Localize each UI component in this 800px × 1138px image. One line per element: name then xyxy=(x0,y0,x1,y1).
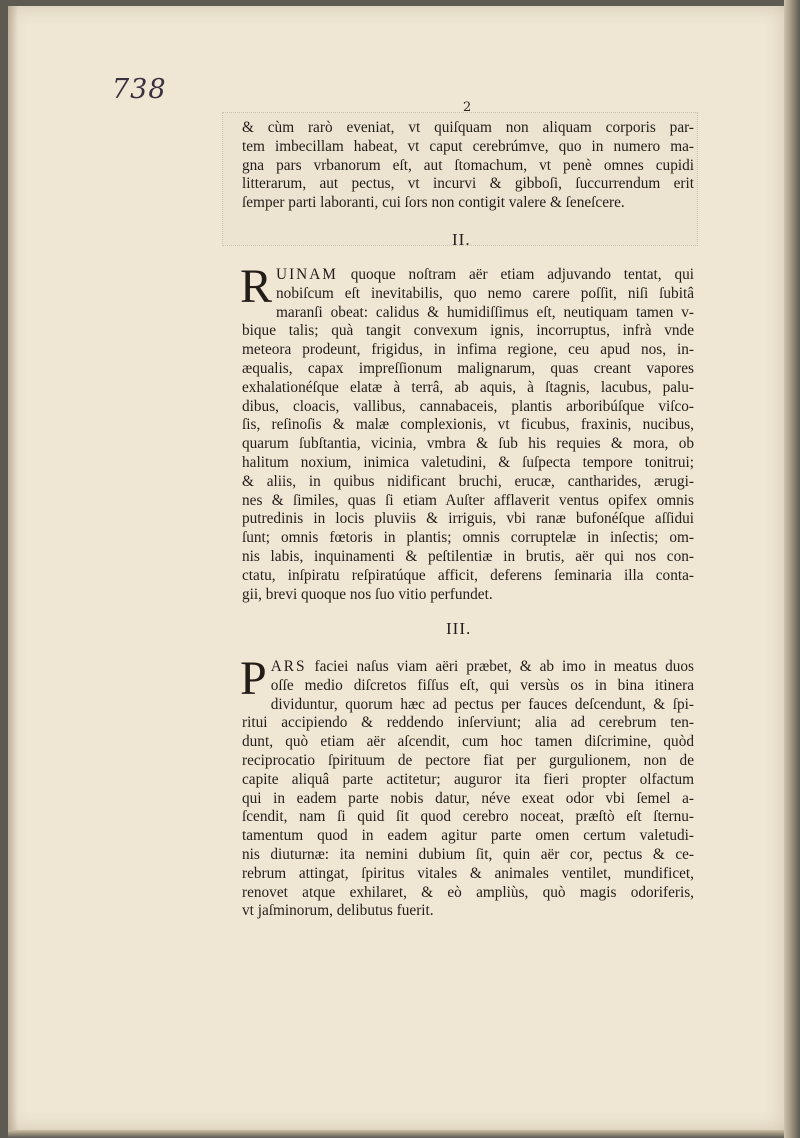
page-edge-bottom xyxy=(8,1130,784,1138)
text-line: & cùm rarò eveniat, vt quiſquam non aliquam corporis par- xyxy=(242,119,694,136)
text-line: gii, brevi quoque nos ſuo vitio perfundet. xyxy=(242,585,493,603)
text-line: dividuntur, quorum hæc ad pectus per fauces deſcendunt, & ſpi- xyxy=(270,695,694,713)
text-line: ſemper parti laboranti, cui ſors non contigit valere & ſeneſcere. xyxy=(242,194,625,212)
gutter-shadow xyxy=(8,6,18,1130)
text-line: ſis, reſinoſis & malæ complexionis, vt ficubus, fraxinis, nucibus, xyxy=(242,416,694,434)
text-line: quarum ſubſtantia, vicinia, vmbra & ſub his requies & mora, ob xyxy=(242,435,694,453)
text-line: maranſi obeat: calidus & humidiſſimus eſt, neutiquam tamen v- xyxy=(276,303,694,321)
text-line: nis labis, inquinamenti & peſtilentiæ in brutis, aër qui nos con- xyxy=(242,547,694,565)
section-ii-paragraph xyxy=(240,260,694,604)
text-line: vt jaſminorum, delibutus fuerit. xyxy=(242,902,434,920)
text-line: halitum noxium, inimica valetudini, & ſuſpecta tempore tonitrui; xyxy=(242,453,694,471)
capital-word: UINAM xyxy=(276,266,338,283)
text-line: dibus, cloacis, vallibus, cannabaceis, plantis arboribúſque viſco- xyxy=(242,397,694,415)
drop-cap: R xyxy=(240,260,273,313)
text-line: ſunt; omnis fœtoris in plantis; omnis corruptelæ in inſectis; om- xyxy=(242,529,694,547)
text-line: ritui accipiendo & reddendo inſerviunt; alia ad cerebrum ten- xyxy=(242,714,694,732)
text-line: & aliis, in quibus nidificant bruchi, erucæ, cantharides, ærugi- xyxy=(242,472,694,490)
text-line: exhalationéſque elatæ à terrâ, ab aquis, à ſtagnis, lacubus, palu- xyxy=(242,378,694,396)
text-line: faciei naſus viam aëri præbet, & ab imo in meatus duos xyxy=(306,658,694,675)
text-line: ctatu, inſpiratu reſpiratúque afficit, deferens ſeminaria illa conta- xyxy=(242,566,694,584)
text-line: qui in eadem parte nobis datur, néve exeat odor vbi ſemel a- xyxy=(242,789,694,807)
intro-paragraph xyxy=(242,119,694,213)
section-iii-paragraph xyxy=(240,652,694,921)
text-line: meteora prodeunt, frigidus, in infima regione, ceu apud nos, in- xyxy=(242,341,694,359)
drop-cap: P xyxy=(240,652,267,705)
section-heading-ii: II. xyxy=(452,230,471,249)
text-line: nes & ſimiles, quas ſi etiam Auſter afflaverit ventus opifex omnis xyxy=(242,491,694,509)
text-line: reciprocatio ſpirituum de pectore fiat per gurgulionem, non de xyxy=(242,751,694,769)
text-line: gna pars vrbanorum eſt, aut ſtomachum, vt penè omnes cupidi xyxy=(242,156,694,174)
page-number: 2 xyxy=(463,100,472,115)
text-line: ſcendit, nam ſi quid ſit quod cerebro noceat, præſtò eſt ſternu- xyxy=(242,808,694,826)
text-line: nis diuturnæ: ita nemini dubium ſit, quin aër cor, pectus & ce- xyxy=(242,845,694,863)
text-line: putredinis in locis pluviis & irriguis, vbi ranæ bufonéſque aſſidui xyxy=(242,510,694,528)
text-line: dunt, quò etiam aër aſcendit, cum hoc tamen diſcrimine, quòd xyxy=(242,733,694,751)
text-line: rebrum attingat, ſpiritus vitales & animales ventilet, mundificet, xyxy=(242,864,694,882)
text-line: tamentum quod in eadem agitur parte omen certum valetudi- xyxy=(242,827,694,845)
text-line: bique talis; quà tangit convexum ignis, incorruptus, infrà vnde xyxy=(242,322,694,340)
section-heading-iii: III. xyxy=(446,619,472,638)
handwritten-folio-number: 738 xyxy=(112,74,167,105)
page-edge-right xyxy=(784,0,800,1138)
capital-word: ARS xyxy=(270,658,307,675)
text-line: quoque noſtram aër etiam adjuvando tentat, qui xyxy=(337,266,694,283)
text-line: capite aliquâ parte actitetur; auguror ita fieri propter olfactum xyxy=(242,770,694,788)
text-line: renovet atque exhilaret, & eò ampliùs, quò magis odoriferis, xyxy=(242,883,694,901)
text-line: tem imbecillam habeat, vt caput cerebrúmve, quo in numero ma- xyxy=(242,137,694,155)
text-line: æqualis, capax impreſſionum malignarum, quas creant vapores xyxy=(242,359,694,377)
text-line: oſſe medio diſcretos fiſſus eſt, qui versùs os in bina itinera xyxy=(270,676,694,694)
text-line: litterarum, aut pectus, vt incurvi & gibboſi, ſuccurrendum erit xyxy=(242,175,694,193)
text-line: nobiſcum eſt inevitabilis, quo nemo carere poſſit, niſi ſubitâ xyxy=(276,284,694,302)
